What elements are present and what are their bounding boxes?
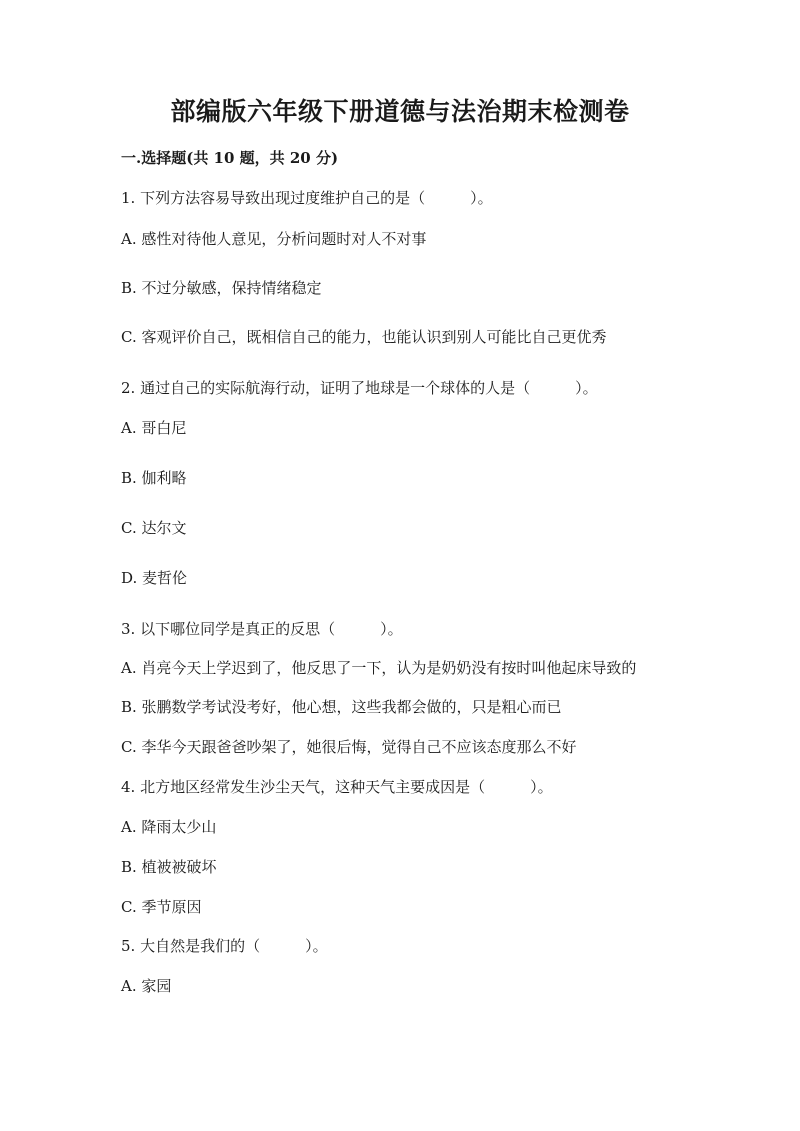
question-option: C. 达尔文 — [121, 519, 187, 537]
question-option: A. 哥白尼 — [121, 419, 187, 437]
question-option: A. 家园 — [121, 977, 172, 995]
question-stem: 5. 大自然是我们的（ ）。 — [121, 937, 328, 955]
question-option: B. 植被被破坏 — [121, 858, 217, 876]
question-option: A. 肖亮今天上学迟到了，他反思了一下，认为是奶奶没有按时叫他起床导致的 — [121, 659, 637, 677]
question-stem: 2. 通过自己的实际航海行动，证明了地球是一个球体的人是（ ）。 — [121, 379, 598, 397]
question-option: B. 伽利略 — [121, 469, 187, 487]
question-stem: 4. 北方地区经常发生沙尘天气，这种天气主要成因是（ ）。 — [121, 778, 553, 796]
question-option: C. 季节原因 — [121, 898, 202, 916]
question-option: D. 麦哲伦 — [121, 569, 188, 587]
page-title: 部编版六年级下册道德与法治期末检测卷 — [170, 97, 630, 126]
question-stem: 1. 下列方法容易导致出现过度维护自己的是（ ）。 — [121, 189, 493, 207]
section-heading: 一.选择题(共 10 题，共 20 分) — [121, 149, 339, 167]
question-option: C. 李华今天跟爸爸吵架了，她很后悔，觉得自己不应该态度那么不好 — [121, 738, 577, 756]
question-option: B. 张鹏数学考试没考好，他心想，这些我都会做的，只是粗心而已 — [121, 698, 562, 716]
question-option: C. 客观评价自己，既相信自己的能力，也能认识到别人可能比自己更优秀 — [121, 328, 607, 346]
question-option: A. 感性对待他人意见，分析问题时对人不对事 — [121, 230, 427, 248]
question-option: B. 不过分敏感，保持情绪稳定 — [121, 279, 322, 297]
question-option: A. 降雨太少山 — [121, 818, 217, 836]
question-stem: 3. 以下哪位同学是真正的反思（ ）。 — [121, 620, 403, 638]
